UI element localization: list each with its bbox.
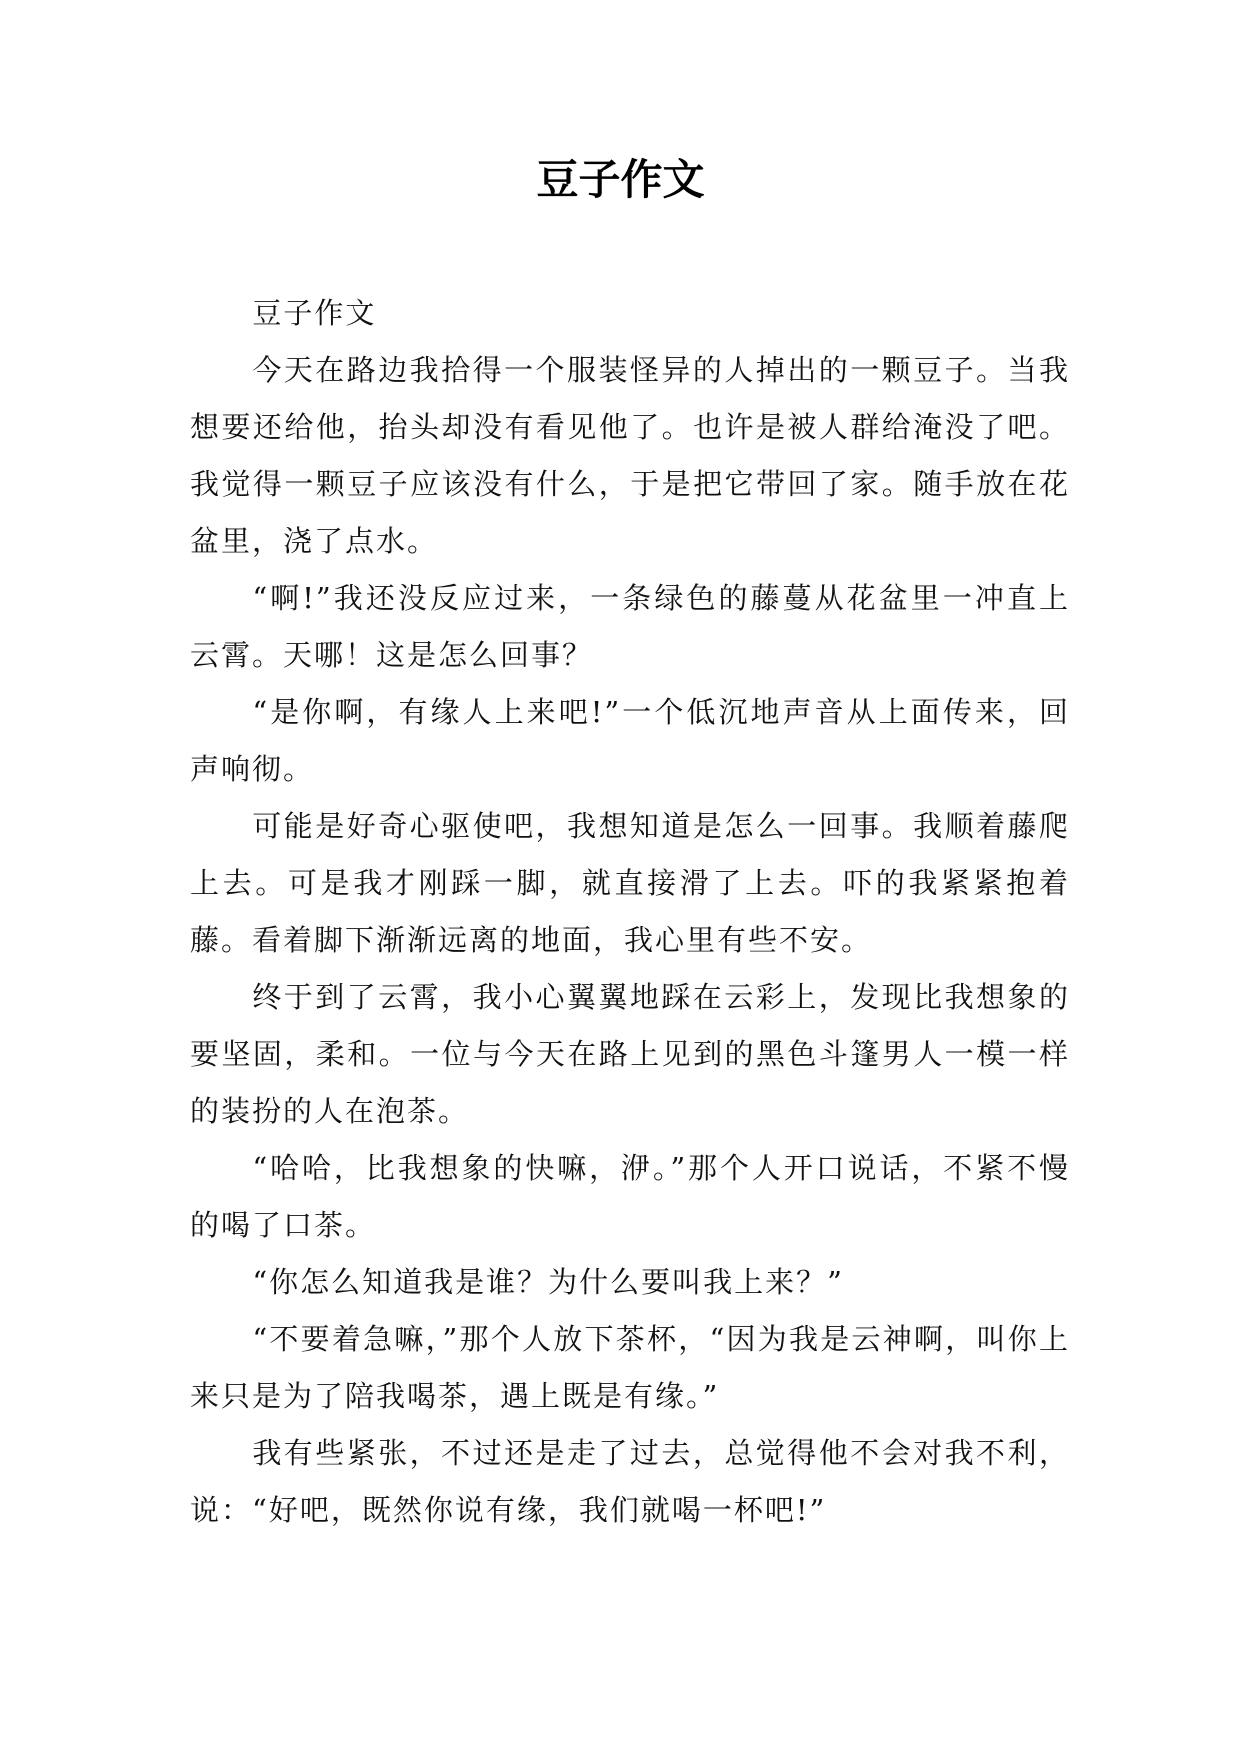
paragraph-4: “是你啊，有缘人上来吧!”一个低沉地声音从上面传来，回声响彻。 [190, 695, 1070, 786]
document-body [190, 285, 1070, 1539]
paragraph-2: 今天在路边我拾得一个服装怪异的人掉出的一颗豆子。当我想要还给他，抬头却没有看见他了。也许是被人群给淹没了吧。我觉得一颗豆子应该没有什么，于是把它带回了家。随手放在花盆里，浇了点水。 [190, 353, 1070, 558]
paragraph-10: 我有些紧张，不过还是走了过去，总觉得他不会对我不利，说：“好吧，既然你说有缘，我们就喝一杯吧!” [190, 1436, 1070, 1527]
paragraph-3: “啊!”我还没反应过来，一条绿色的藤蔓从花盆里一冲直上云霄。天哪！这是怎么回事？ [190, 581, 1070, 672]
paragraph-6: 终于到了云霄，我小心翼翼地踩在云彩上，发现比我想象的要坚固，柔和。一位与今天在路上见到的黑色斗篷男人一模一样的装扮的人在泡茶。 [190, 980, 1070, 1128]
paragraph-8: “你怎么知道我是谁？为什么要叫我上来？” [252, 1265, 844, 1299]
document-title: 豆子作文 [536, 155, 705, 204]
paragraph-1: 豆子作文 [252, 296, 377, 330]
paragraph-5: 可能是好奇心驱使吧，我想知道是怎么一回事。我顺着藤爬上去。可是我才刚踩一脚，就直接滑了上去。吓的我紧紧抱着藤。看着脚下渐渐远离的地面，我心里有些不安。 [190, 809, 1070, 957]
paragraph-9: “不要着急嘛，”那个人放下茶杯，“因为我是云神啊，叫你上来只是为了陪我喝茶，遇上既是有缘。” [190, 1322, 1070, 1413]
paragraph-7: “哈哈，比我想象的快嘛，洢。”那个人开口说话，不紧不慢的喝了口茶。 [190, 1151, 1070, 1242]
